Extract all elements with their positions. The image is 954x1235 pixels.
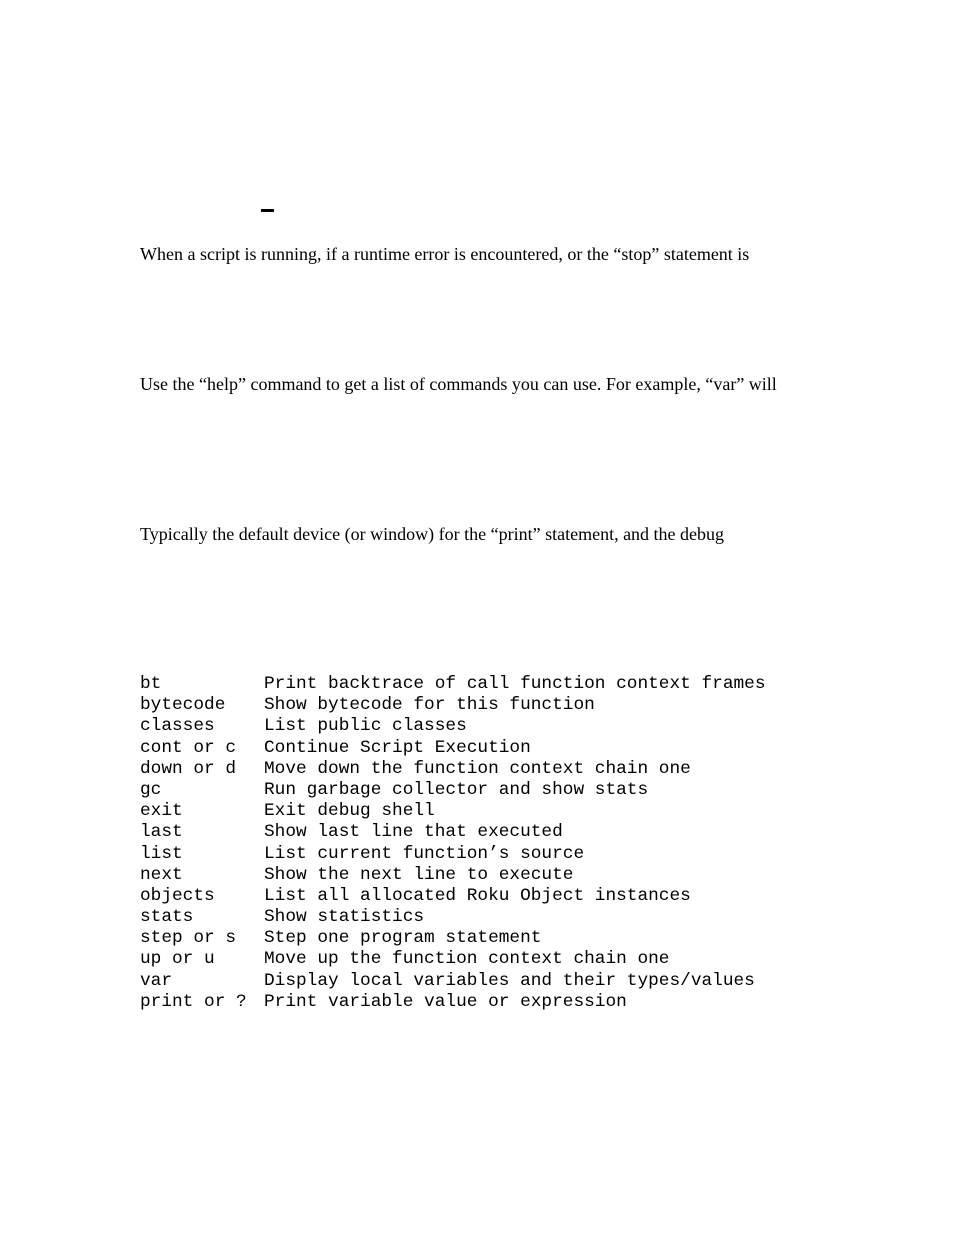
command-description: Move down the function context chain one xyxy=(264,758,691,779)
command-row xyxy=(140,886,766,907)
command-row xyxy=(140,949,766,970)
command-description: Exit debug shell xyxy=(264,801,435,822)
command-row xyxy=(140,759,766,780)
command-name: var xyxy=(140,970,173,991)
command-description: List public classes xyxy=(264,716,467,737)
command-name: stats xyxy=(140,907,194,928)
command-description: Run garbage collector and show stats xyxy=(264,779,649,800)
command-description: Show the next line to execute xyxy=(264,864,574,885)
paragraph-help-command: Use the “help” command to get a list of commands you can use. For example, “var” will xyxy=(140,374,777,394)
command-name: classes xyxy=(140,716,215,737)
command-row xyxy=(140,992,766,1013)
command-row xyxy=(140,844,766,865)
command-name: exit xyxy=(140,801,183,822)
command-row xyxy=(140,822,766,843)
command-name: step or s xyxy=(140,928,237,949)
command-row xyxy=(140,674,766,695)
command-row xyxy=(140,801,766,822)
paragraph-default-device: Typically the default device (or window) for the “print” statement, and the debug xyxy=(140,524,725,544)
command-name: print or ? xyxy=(140,991,247,1012)
command-description: Display local variables and their types/values xyxy=(264,970,755,991)
command-name: cont or c xyxy=(140,737,237,758)
command-row xyxy=(140,738,766,759)
debug-command-list xyxy=(140,674,766,1013)
command-description: Show last line that executed xyxy=(264,822,563,843)
command-name: down or d xyxy=(140,758,237,779)
command-name: up or u xyxy=(140,949,215,970)
command-name: last xyxy=(140,822,183,843)
command-row xyxy=(140,695,766,716)
command-row xyxy=(140,716,766,737)
command-name: list xyxy=(140,843,183,864)
command-description: Show bytecode for this function xyxy=(264,695,595,716)
command-name: objects xyxy=(140,885,215,906)
command-row xyxy=(140,780,766,801)
command-description: Continue Script Execution xyxy=(264,737,531,758)
command-description: Step one program statement xyxy=(264,928,542,949)
command-description: List all allocated Roku Object instances xyxy=(264,885,691,906)
command-description: Print backtrace of call function context frames xyxy=(264,674,766,694)
command-row xyxy=(140,907,766,928)
command-description: Show statistics xyxy=(264,907,425,928)
command-row xyxy=(140,928,766,949)
command-description: Move up the function context chain one xyxy=(264,949,670,970)
command-row xyxy=(140,865,766,886)
heading-dash-mark xyxy=(261,209,274,212)
command-description: List current function’s source xyxy=(264,843,585,864)
paragraph-runtime-error: When a script is running, if a runtime error is encountered, or the “stop” statement is xyxy=(140,244,750,264)
command-description: Print variable value or expression xyxy=(264,991,627,1012)
command-name: bt xyxy=(140,674,162,694)
command-name: gc xyxy=(140,779,162,800)
command-name: bytecode xyxy=(140,695,226,716)
command-row xyxy=(140,971,766,992)
command-name: next xyxy=(140,864,183,885)
